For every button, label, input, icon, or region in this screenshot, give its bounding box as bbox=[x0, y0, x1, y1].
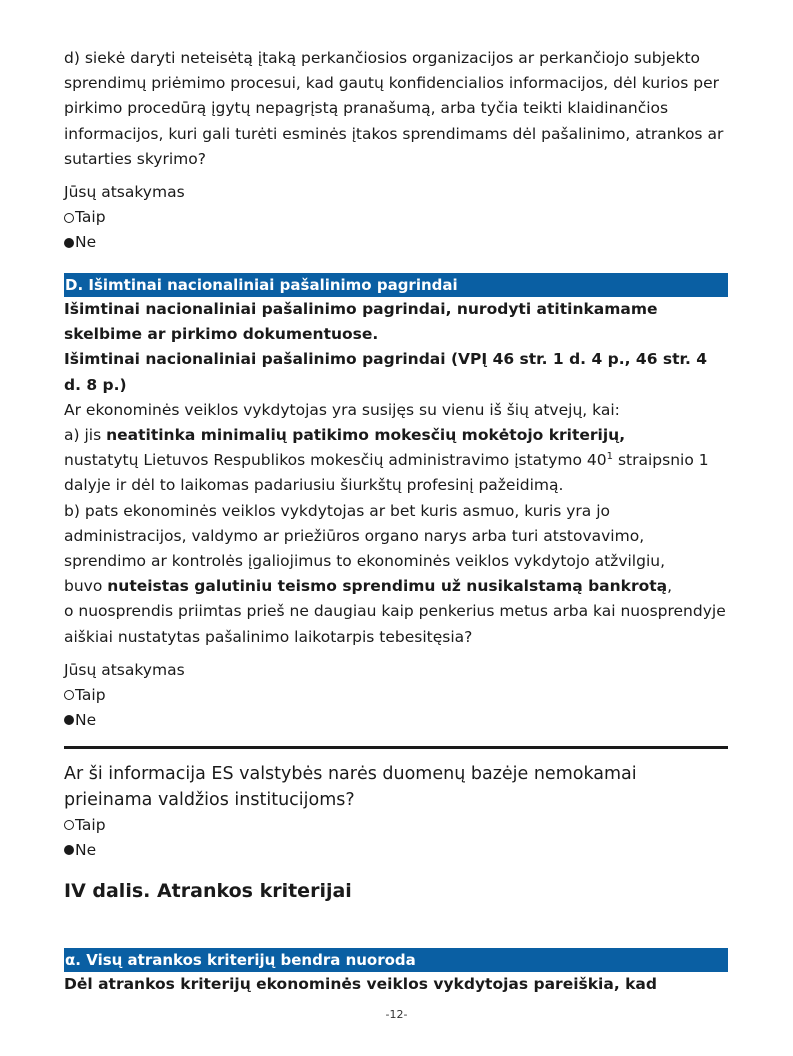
radio-option-no[interactable] bbox=[64, 230, 728, 255]
item-a-prefix: a) jis bbox=[64, 426, 107, 445]
section-d-intro: Ar ekonominės veiklos vykdytojas yra susijęs su vienu iš šių atvejų, kai: bbox=[64, 400, 620, 419]
option-label: Taip bbox=[75, 208, 106, 227]
section-d-item-b bbox=[64, 499, 728, 650]
part-iv-heading: IV dalis. Atrankos kriterijai bbox=[64, 879, 352, 902]
answer-label: Jūsų atsakymas bbox=[64, 660, 185, 679]
option-label: Ne bbox=[75, 840, 97, 859]
section-d-item-a bbox=[64, 423, 728, 499]
radio-unselected-icon[interactable] bbox=[64, 820, 74, 830]
radio-option-yes[interactable] bbox=[64, 813, 728, 838]
radio-option-yes[interactable] bbox=[64, 683, 728, 708]
item-a-text-1: nustatytų Lietuvos Respublikos mokesčių administravimo įstatymo 40 bbox=[64, 451, 607, 470]
radio-unselected-icon[interactable] bbox=[64, 690, 74, 700]
radio-selected-icon[interactable] bbox=[64, 715, 74, 725]
item-a-superscript: 1 bbox=[606, 451, 614, 463]
radio-option-no[interactable] bbox=[64, 838, 728, 863]
option-label: Taip bbox=[75, 685, 106, 704]
item-a-bold: neatitinka minimalių patikimo mokesčių mokėtojo kriterijų, bbox=[106, 426, 626, 445]
option-label: Taip bbox=[75, 815, 106, 834]
item-a-text-2: straipsnio 1 dalyje ir dėl to laikomas padariusiu šiurkštų profesinį pažeidimą. bbox=[64, 451, 709, 495]
option-label: Ne bbox=[75, 710, 97, 729]
item-b-prefix: buvo bbox=[64, 577, 108, 596]
database-question: Ar ši informacija ES valstybės narės duomenų bazėje nemokamai prieinama valdžios institucijoms? bbox=[64, 763, 637, 810]
answer-label: Jūsų atsakymas bbox=[64, 183, 185, 202]
radio-option-yes[interactable] bbox=[64, 205, 728, 230]
item-b-comma: , bbox=[667, 577, 673, 596]
item-b-bold: nuteistas galutiniu teismo sprendimu už nusikalstamą bankrotą bbox=[107, 577, 668, 596]
page-number: -12- bbox=[385, 1008, 408, 1021]
section-alpha-bold-text: Dėl atrankos kriterijų ekonominės veiklos vykdytojas pareiškia, kad bbox=[64, 974, 657, 993]
document-page bbox=[64, 46, 728, 997]
radio-selected-icon[interactable] bbox=[64, 845, 74, 855]
section-d-bold-2: Išimtinai nacionaliniai pašalinimo pagrindai (VPĮ 46 str. 1 d. 4 p., 46 str. 4 d. 8 p.) bbox=[64, 350, 708, 394]
option-label: Ne bbox=[75, 233, 97, 252]
item-b-tail: o nuosprendis priimtas prieš ne daugiau kaip penkerius metus arba kai nuosprendyje aiškiai nustatytas pašalinimo laikotarpis tebesitęsia? bbox=[64, 602, 726, 646]
item-b-text: b) pats ekonominės veiklos vykdytojas ar bet kuris asmuo, kuris yra jo administracijos, valdymo ar priežiūros organo narys arba turi atstovavimo, sprendimo ar kontrolės įgaliojimus to ekonominės veiklos vykdytojo atžvilgiu, bbox=[64, 501, 665, 571]
section-header-alpha: α. Visų atrankos kriterijų bendra nuoroda bbox=[64, 948, 728, 972]
radio-option-no[interactable] bbox=[64, 708, 728, 733]
radio-selected-icon[interactable] bbox=[64, 238, 74, 248]
section-d-bold-1: Išimtinai nacionaliniai pašalinimo pagrindai, nurodyti atitinkamame skelbime ar pirkimo dokumentuose. bbox=[64, 300, 658, 344]
divider bbox=[64, 746, 728, 749]
radio-unselected-icon[interactable] bbox=[64, 213, 74, 223]
section-header-d: D. Išimtinai nacionaliniai pašalinimo pagrindai bbox=[64, 273, 728, 297]
question-d-text: d) siekė daryti neteisėtą įtaką perkančiosios organizacijos ar perkančiojo subjekto sprendimų priėmimo procesui, kad gautų konfidencialios informacijos, dėl kurios per pirkimo procedūrą įgytų nepagrįstą pranašumą, arba tyčia teikti klaidinančios informacijos, kuri gali turėti esminės įtakos sprendimams dėl pašalinimo, atrankos ar sutarties skyrimo? bbox=[64, 49, 724, 168]
